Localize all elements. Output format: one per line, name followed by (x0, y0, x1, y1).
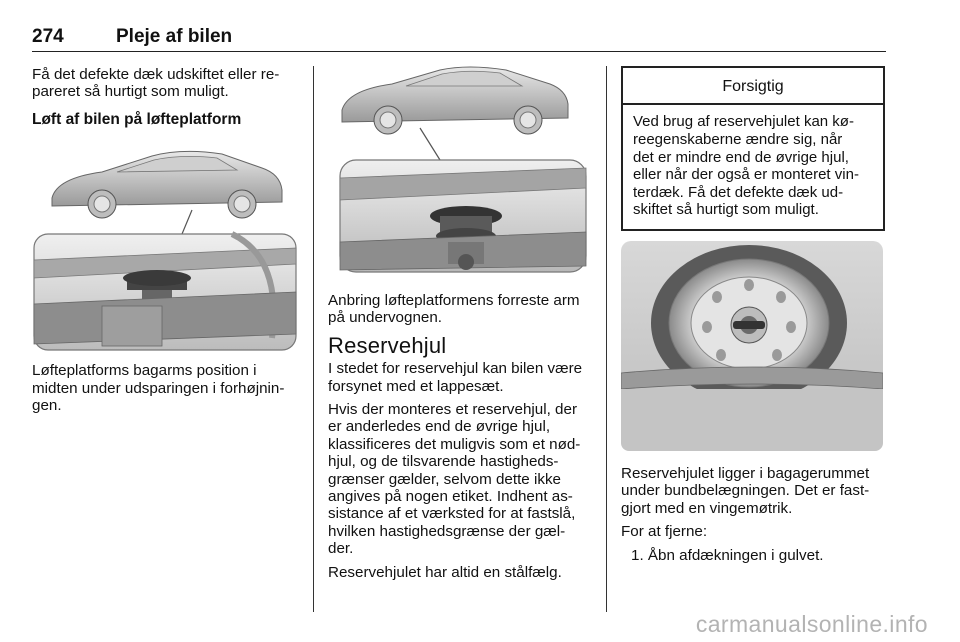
rear-arm-caption: Løfteplatforms bagarms position i midten under udsparingen i forhøjnin- gen. (32, 362, 285, 415)
front-arm-figure (328, 66, 588, 274)
removal-step-1: 1. Åbn afdækningen i gulvet. (631, 546, 824, 564)
column-3 (621, 66, 885, 570)
spare-location-paragraph: Reservehjulet ligger i bagagerummet under bundbelægningen. Det er fast- gjort med en vingemøtrik. (621, 464, 870, 517)
spare-wheel-figure (621, 241, 883, 451)
column-1 (32, 66, 300, 420)
spare-wheel-illustration (621, 241, 883, 451)
lift-subheading: Løft af bilen på løfteplatform (32, 110, 242, 128)
car-on-lift-illustration (32, 138, 300, 352)
rear-arm-figure (32, 138, 300, 352)
caution-title: Forsigtig (623, 68, 883, 105)
caution-text: Ved brug af reservehjulet kan kø- reegenskaberne ændre sig, når det er mindre end de øvrige hjul, eller når der også er monteret vin- terdæk. Få det defekte dæk ud- skiftet så hurtigt som muligt. (633, 113, 859, 219)
header-rule (32, 51, 886, 52)
watermark-text: carmanualsonline.info (695, 611, 928, 637)
column-divider-1 (313, 66, 314, 612)
caution-box (621, 66, 885, 231)
car-front-lift-illustration (328, 66, 588, 274)
front-arm-caption: Anbring løfteplatformens forreste arm på undervognen. (328, 292, 580, 327)
spare-wheel-paragraph-1: I stedet for reservehjul kan bilen være forsynet med et lappesæt. (328, 360, 583, 395)
column-2 (328, 66, 592, 581)
page-number: 274 (32, 26, 64, 47)
page-header (32, 24, 886, 52)
page-title: Pleje af bilen (116, 26, 233, 47)
spare-wheel-paragraph-2: Hvis der monteres et reservehjul, der er anderledes end de øvrige hjul, klassificeres det muligvis som et nød- hjul, og de tilsvarende hastigheds- grænser gælder, selvom dette ikke angives på nogen etiket. Indhent as- sistance af et værksted for at fastslå, hvilken hastighedsgrænse der gæl- der. (328, 401, 581, 558)
section-title-reservehjul: Reservehjul (328, 332, 447, 358)
spare-wheel-paragraph-3: Reservehjulet har altid en stålfælg. (328, 563, 562, 581)
column-divider-2 (606, 66, 607, 612)
removal-intro: For at fjerne: (621, 523, 708, 541)
intro-paragraph: Få det defekte dæk udskiftet eller re- pareret så hurtigt som muligt. (32, 66, 280, 101)
